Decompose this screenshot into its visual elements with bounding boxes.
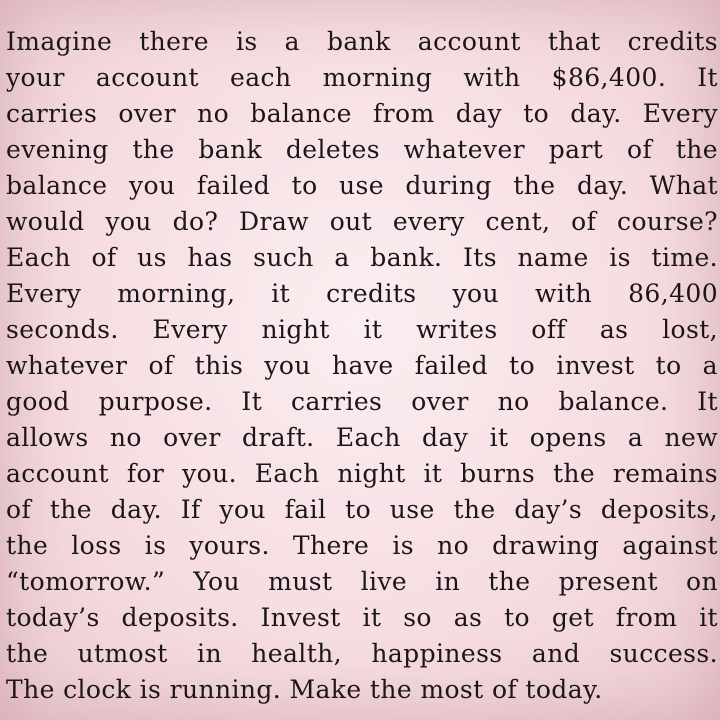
quote-line-17: today’s deposits. Invest it so as to get from it	[6, 603, 718, 632]
quote-line-11: good purpose. It carries over no balance. It	[6, 387, 718, 416]
quote-line-5: balance you failed to use during the day. What	[6, 171, 718, 200]
quote-line-1: Imagine there is a bank account that credits	[6, 27, 718, 56]
quote-line-4: evening the bank deletes whatever part of the	[6, 135, 718, 164]
quote-text-block	[6, 24, 718, 708]
quote-line-3: carries over no balance from day to day. Every	[6, 99, 718, 128]
quote-line-13: account for you. Each night it burns the remains	[6, 459, 718, 488]
quote-line-14: of the day. If you fail to use the day’s deposits,	[6, 495, 718, 524]
quote-line-2: your account each morning with $86,400. It	[6, 63, 718, 92]
quote-line-6: would you do? Draw out every cent, of course?	[6, 207, 718, 236]
quote-line-16: “tomorrow.” You must live in the present on	[6, 567, 718, 596]
quote-line-18: the utmost in health, happiness and success.	[6, 639, 718, 668]
quote-line-7: Each of us has such a bank. Its name is time.	[6, 243, 718, 272]
quote-line-8: Every morning, it credits you with 86,400	[6, 279, 718, 308]
quote-line-12: allows no over draft. Each day it opens a new	[6, 423, 718, 452]
quote-line-15: the loss is yours. There is no drawing against	[6, 531, 718, 560]
quote-line-10: whatever of this you have failed to invest to a	[6, 351, 718, 380]
quote-line-9: seconds. Every night it writes off as lost,	[6, 315, 718, 344]
quote-line-19: The clock is running. Make the most of today.	[6, 675, 603, 704]
